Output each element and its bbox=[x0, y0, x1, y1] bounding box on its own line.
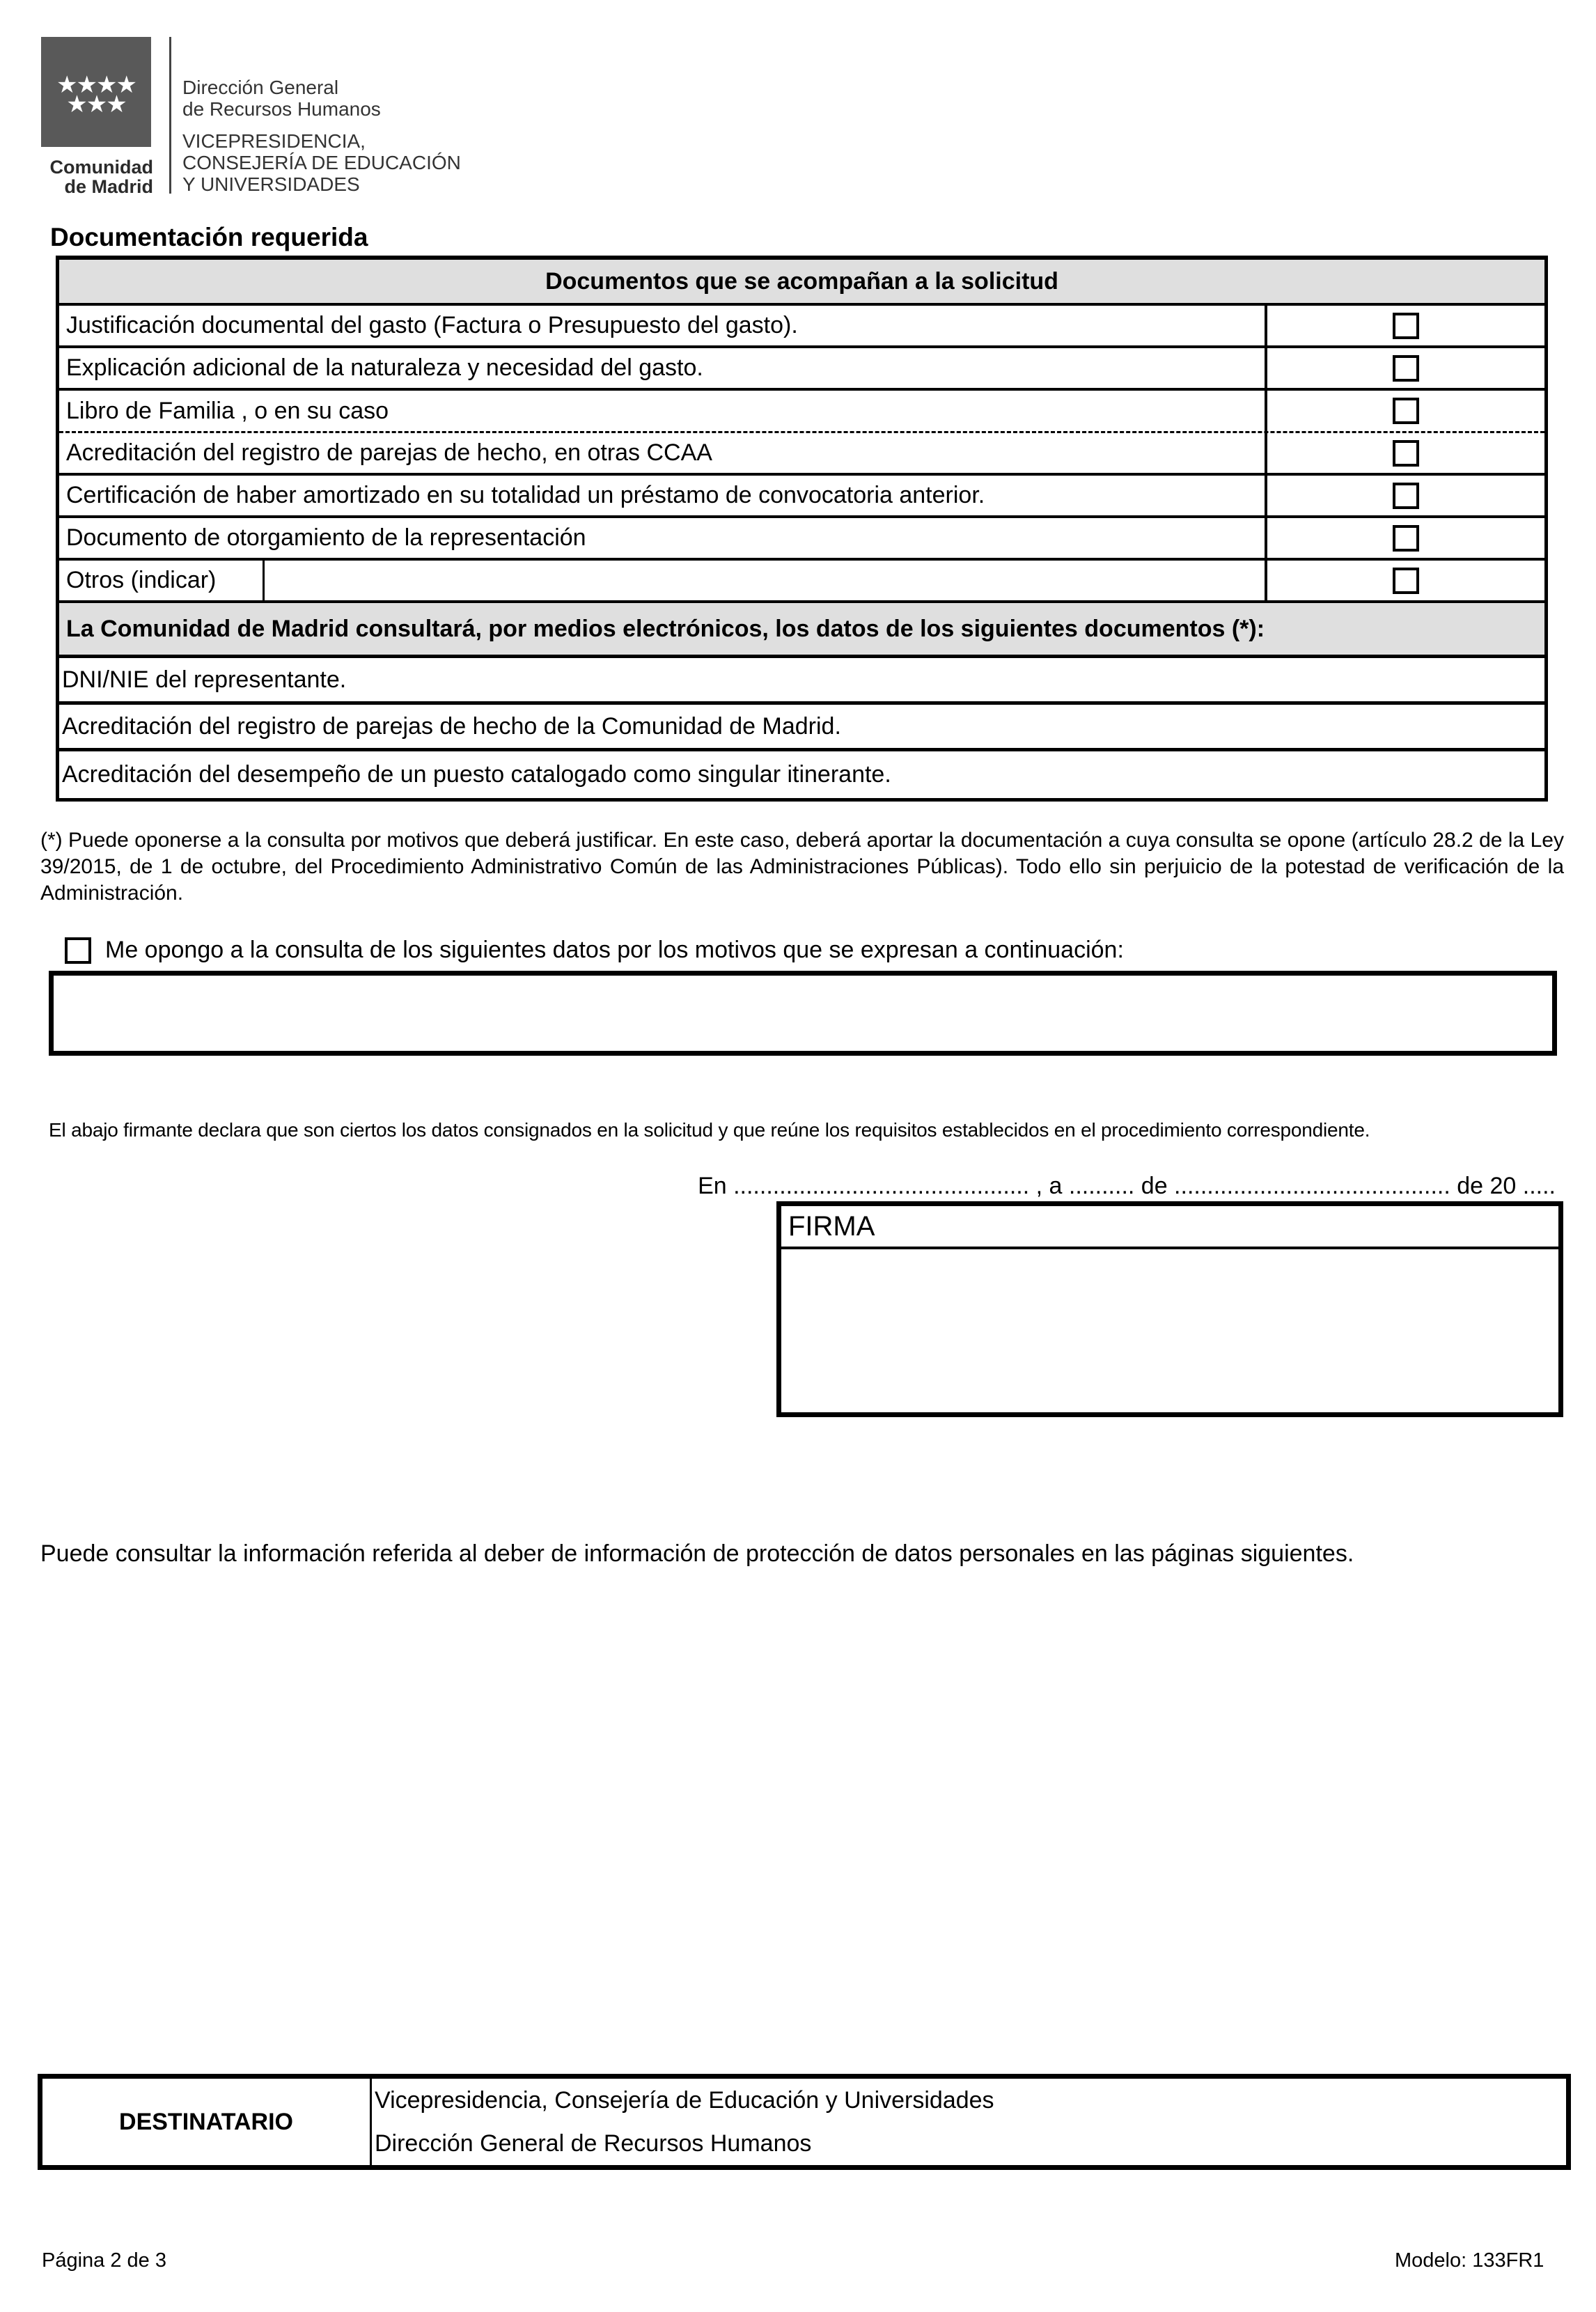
document-checkbox[interactable] bbox=[1393, 483, 1419, 509]
opposition-reasons-input[interactable] bbox=[54, 976, 1555, 1054]
opposition-label: Me opongo a la consulta de los siguientes datos por los motivos que se expresan a continuación: bbox=[105, 937, 1124, 963]
document-label: Documento de otorgamiento de la representación bbox=[59, 518, 1267, 558]
document-row bbox=[59, 433, 1544, 476]
recipient-line: Vicepresidencia, Consejería de Educación y Universidades bbox=[375, 2086, 994, 2114]
consulta-row: DNI/NIE del representante. bbox=[59, 658, 1544, 705]
org-ministry bbox=[182, 130, 461, 195]
org-line: Y UNIVERSIDADES bbox=[182, 173, 360, 195]
recipient-box bbox=[38, 2074, 1571, 2170]
signature-label: FIRMA bbox=[781, 1206, 1558, 1249]
place-date-line[interactable]: En ............................................. , a .......... de .......................................... de 20 ..... bbox=[698, 1173, 1556, 1199]
org-line: Dirección General bbox=[182, 77, 339, 98]
logo-name-line1: Comunidad bbox=[49, 157, 153, 178]
document-row-otros bbox=[59, 561, 1544, 603]
document-row bbox=[59, 306, 1544, 348]
document-checkbox[interactable] bbox=[1393, 440, 1419, 467]
org-line: CONSEJERÍA DE EDUCACIÓN bbox=[182, 152, 461, 173]
section-title: Documentación requerida bbox=[50, 223, 368, 251]
page-number: Página 2 de 3 bbox=[42, 2249, 166, 2272]
document-checkbox[interactable] bbox=[1393, 398, 1419, 424]
opposition-option bbox=[65, 937, 1124, 964]
document-label: Acreditación del registro de parejas de hecho, en otras CCAA bbox=[59, 433, 1267, 473]
org-line: VICEPRESIDENCIA, bbox=[182, 130, 366, 152]
declaration-text: El abajo firmante declara que son ciertos los datos consignados en la solicitud y que reúne los requisitos establecidos en el procedimiento correspondiente. bbox=[49, 1119, 1370, 1141]
recipient-line: Dirección General de Recursos Humanos bbox=[375, 2130, 812, 2157]
document-row bbox=[59, 348, 1544, 391]
document-row bbox=[59, 476, 1544, 518]
document-label: Certificación de haber amortizado en su totalidad un préstamo de convocatoria anterior. bbox=[59, 476, 1267, 515]
documents-table-header: Documentos que se acompañan a la solicitud bbox=[59, 260, 1544, 306]
comunidad-madrid-logo bbox=[41, 37, 151, 147]
org-line: de Recursos Humanos bbox=[182, 98, 381, 120]
footnote: (*) Puede oponerse a la consulta por motivos que deberá justificar. En este caso, deberá aportar la documentación a cuya consulta se opone (artículo 28.2 de la Ley 39/2015, de 1 de octubre, del Procedimiento Administrativo Común de las Administraciones Públicas). Todo ello sin perjuicio de la potestad de verificación de la Administración. bbox=[40, 829, 1564, 905]
otros-cell bbox=[59, 561, 1267, 600]
opposition-checkbox[interactable] bbox=[65, 937, 91, 964]
consulta-header: La Comunidad de Madrid consultará, por medios electrónicos, los datos de los siguientes documentos (*): bbox=[59, 603, 1544, 658]
logo-divider bbox=[169, 37, 171, 194]
otros-checkbox[interactable] bbox=[1393, 568, 1419, 594]
org-name bbox=[182, 77, 381, 120]
signature-box bbox=[776, 1201, 1563, 1417]
document-label: Justificación documental del gasto (Factura o Presupuesto del gasto). bbox=[59, 306, 1267, 345]
consulta-row: Acreditación del registro de parejas de hecho de la Comunidad de Madrid. bbox=[59, 705, 1544, 751]
stars-icon: ★★★★ bbox=[56, 72, 136, 98]
stars-icon: ★★★ bbox=[66, 91, 126, 118]
document-label: Explicación adicional de la naturaleza y necesidad del gasto. bbox=[59, 348, 1267, 388]
documents-table bbox=[56, 256, 1548, 802]
logo-name-line2: de Madrid bbox=[64, 176, 153, 197]
document-row bbox=[59, 518, 1544, 561]
otros-label: Otros (indicar) bbox=[59, 561, 265, 600]
signature-area[interactable] bbox=[781, 1249, 1558, 1412]
recipient-label: DESTINATARIO bbox=[42, 2079, 372, 2165]
consulta-row: Acreditación del desempeño de un puesto catalogado como singular itinerante. bbox=[62, 761, 891, 788]
opposition-reasons-box bbox=[49, 971, 1557, 1056]
otros-input[interactable] bbox=[265, 560, 1265, 601]
privacy-notice: Puede consultar la información referida al deber de información de protección de datos personales en las páginas siguientes. bbox=[40, 1540, 1354, 1567]
document-checkbox[interactable] bbox=[1393, 313, 1419, 339]
recipient-details bbox=[372, 2079, 1566, 2165]
document-checkbox[interactable] bbox=[1393, 355, 1419, 382]
model-code: Modelo: 133FR1 bbox=[1395, 2249, 1544, 2272]
document-row bbox=[59, 391, 1544, 433]
document-checkbox[interactable] bbox=[1393, 525, 1419, 552]
document-label: Libro de Familia , o en su caso bbox=[59, 391, 1267, 431]
